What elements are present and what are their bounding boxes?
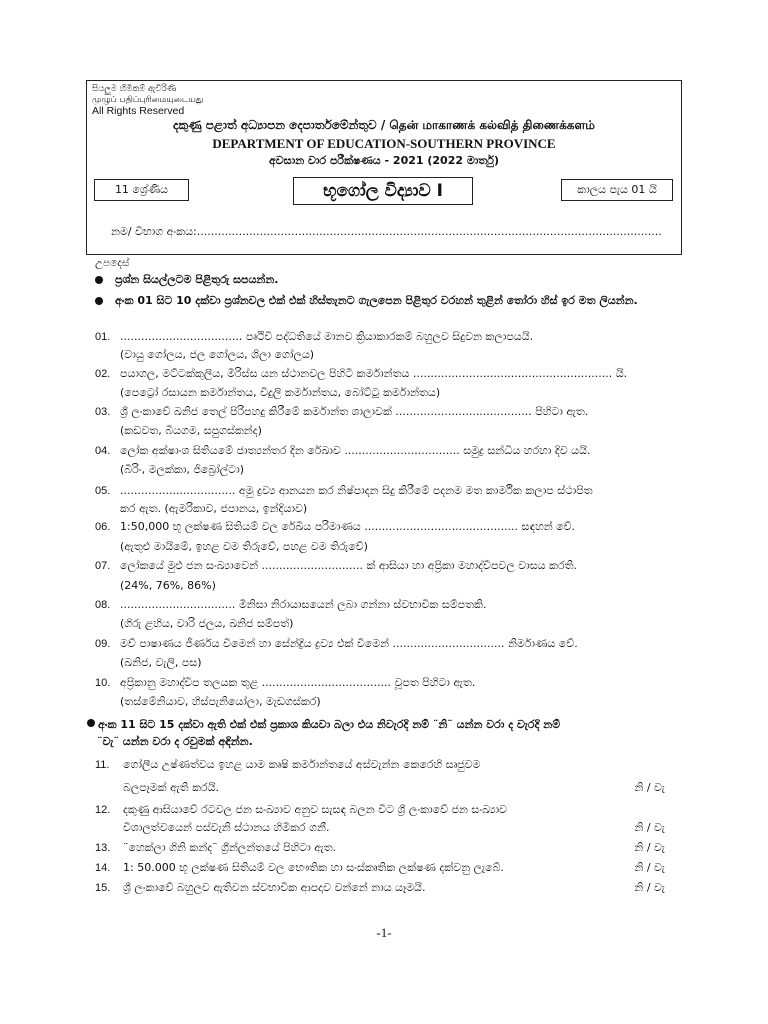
tf-item-continued xyxy=(95,781,685,795)
tf-item xyxy=(95,861,685,875)
question-text: ශ්‍රී ලංකාවේ ඛනිජ තෙල් පිරිපහදු කිරීමේ කර්මාන්ත ශාලාවක් ....................................... පිහිටා ඇත. xyxy=(120,405,589,418)
tf-title-line2: ¨වැ¨ යන්න වරා ද රවුමක් අඳින්න. xyxy=(97,735,253,748)
bullet-icon xyxy=(87,719,95,727)
time-box: කාලය පැය 01 යි xyxy=(561,179,673,201)
tf-answer-choice[interactable]: නි / වැ xyxy=(634,841,665,854)
rights-line-english: All Rights Reserved xyxy=(92,105,185,117)
tf-number: 12. xyxy=(95,804,111,816)
tf-text: විශාලත්වයෙන් පස්වැනි ස්ථානය හිමිකර ගනී. xyxy=(123,821,330,834)
instruction-text: අංක 01 සිට 10 දක්වා ප්‍රශ්නවල එක් එක් හිස්තැනට ගැලපෙන පිළිතුර වරහන් තුළින් තෝරා හිස් ඉර මත ලියන්න. xyxy=(115,294,638,307)
department-separator: / xyxy=(380,118,386,132)
department-name-sinhala: දකුණු පළාත් අධ්‍යාපන දෙපාර්තමේන්තුව xyxy=(173,118,377,132)
tf-text: දකුණු ආසියාවේ රටවල ජන සංඛ්‍යාව අනුව සැසඳ බලන විට ශ්‍රී ලංකාවේ ජන සංඛ්‍යාව xyxy=(123,803,507,816)
question-text: අප්‍රිකානු මහාද්වීප තලයක තුළ ..................................... වූපත පිහිටා ඇත. xyxy=(120,676,476,689)
name-label: නම/ විභාග අංකය: xyxy=(111,225,197,238)
department-name-local xyxy=(87,118,681,134)
question-text: පයාගල, මට්ටක්කුලිය, මිරිස්ස යන ස්ථානවල පිහිටි කර්මාන්තය ......................................................... යි. xyxy=(120,367,628,380)
question-row xyxy=(95,444,685,458)
tf-number: 15. xyxy=(95,882,111,894)
question-number: 08. xyxy=(95,599,111,611)
name-dots: ..................................................................................................................................... xyxy=(196,225,662,238)
question-options: (කඩවත, බියගම, සපුගස්කන්ද) xyxy=(120,424,262,437)
question-options: (24%, 76%, 86%) xyxy=(120,579,216,592)
instruction-text: ප්‍රශ්න සියල්ලටම පිළිතුරු සපයන්න. xyxy=(115,273,279,286)
tf-item xyxy=(95,881,685,895)
question-text: මව් පාෂාණය ජීර්ණය වීමෙන් හා සේන්ද්‍රිය ද්‍රව්‍ය එක් වීමෙන් ................................ නිර්මාණය වේ. xyxy=(120,637,578,650)
question-number: 06. xyxy=(95,521,111,533)
question-text: 1:50,000 භූ ලක්ෂණ සිතියම් වල රේඛීය පරිමාණය ............................................ සඳහන් වේ. xyxy=(120,520,576,533)
question-number: 07. xyxy=(95,560,111,572)
question-number: 10. xyxy=(95,677,111,689)
department-name-english: DEPARTMENT OF EDUCATION-SOUTHERN PROVINCE xyxy=(212,136,556,151)
tf-answer-choice[interactable]: නි / වැ xyxy=(634,861,665,874)
tf-number: 14. xyxy=(95,862,111,874)
tf-item xyxy=(95,758,685,772)
question-options: (ගිරු ළහිය, වාරි ජලය, ඛනිජ සම්පත්) xyxy=(120,617,294,630)
question-number: 05. xyxy=(95,485,111,497)
question-row xyxy=(95,559,685,573)
tf-answer-choice[interactable]: නි / වැ xyxy=(634,781,665,794)
tf-answer-choice[interactable]: නි / වැ xyxy=(634,881,665,894)
question-text: ලෝක අක්ෂාංශ සිතියමේ ජාත්‍යන්තර දින රේඛාව ................................. සමුද්‍ර සන්ධිය හරහා දිව යයි. xyxy=(120,444,591,457)
subject-box: භූගෝල විද්‍යාව I xyxy=(293,177,473,205)
question-options: (තස්මේනියාව, හිස්පැනියෝලා, මැඩගස්කර) xyxy=(120,695,321,708)
instructions-title: උපදෙස් xyxy=(95,257,130,269)
question-text: ................................. අමු ද්‍රව්‍ය ආනයන කර නිෂ්පාදන සිදු කිරීමේ පදනම මත කාර්මික කලාප ස්ථාපිත xyxy=(120,484,593,497)
bullet-icon xyxy=(95,297,103,305)
question-text: ලෝකයේ මුළු ජන සංඛ්‍යාවෙන් ............................. ක් ආසියා හා අප්‍රිකා මහාද්වීපවල වාසය කරති. xyxy=(120,559,578,572)
question-text: ................................. මිනිසා නිරායාසයෙන් ලබා ගන්නා ස්වභාවික සම්පතකි. xyxy=(120,598,487,611)
question-options: (පෙට්‍රෝ රසායන කර්මාන්තය, විදුලි කර්මාන්තය, බෝට්ටු කර්මාන්තය) xyxy=(120,386,441,399)
tf-item xyxy=(95,841,685,855)
question-row xyxy=(95,520,685,534)
grade-box: 11 ශ්‍රේණිය xyxy=(94,179,189,201)
question-number: 03. xyxy=(95,406,111,418)
header-box xyxy=(86,80,682,255)
tf-text: ¨හෙක්ලා ගිනි කන්ද¨ ග්‍රීන්ලන්තයේ පිහිටා ඇත. xyxy=(123,841,337,854)
instruction-item xyxy=(95,272,685,288)
exam-title: අවසාන වාර පරීක්ෂණය - 2021 (2022 මාර්තු) xyxy=(269,154,499,167)
question-options: (ඛනිජ, වැලි, පස) xyxy=(120,656,202,669)
tf-text: බලපෑමක් ඇති කරයි. xyxy=(123,781,220,794)
question-row xyxy=(95,676,685,690)
tf-number: 13. xyxy=(95,842,111,854)
question-options: (බීරිං, මලක්කා, ජිබ්‍රෝල්ටා) xyxy=(120,463,244,476)
question-row xyxy=(95,405,685,419)
question-options: (ඇතුළු මායිමේ, ඉහළ වම තිරුවේ, පහළ වම තිරුවේ) xyxy=(120,540,368,553)
tf-text: 1: 50.000 භූ ලක්ෂණ සිතියම් වල භෞතික හා සංස්කෘතික ලක්ෂණ දක්වනු ලැබේ. xyxy=(123,861,504,874)
tf-number: 11. xyxy=(95,759,110,771)
bullet-icon xyxy=(95,276,103,284)
question-number: 01. xyxy=(95,331,111,343)
question-row xyxy=(95,484,685,498)
tf-text: ශ්‍රී ලංකාවේ බහුලව ඇතිවන ස්වභාවික ආපදාව වන්නේ නාය යෑමයි. xyxy=(123,881,426,894)
page-number: -1- xyxy=(376,925,392,940)
true-false-instructions xyxy=(87,716,687,750)
rights-line-sinhala: සියලුම හිමිකම් ඇවිරිණි xyxy=(92,84,177,94)
question-number: 04. xyxy=(95,445,111,457)
rights-line-tamil: முழுப் பதிப்புரிமையுடையது xyxy=(92,95,204,105)
question-options: (වායු ගෝලය, ජල ගෝලය, ශිලා ගෝලය) xyxy=(120,348,315,361)
rights-notice xyxy=(92,84,203,117)
question-number: 02. xyxy=(95,368,111,380)
question-row xyxy=(95,598,685,612)
tf-item-continued xyxy=(95,821,685,835)
question-text: ................................... පෘථිවි පද්ධතියේ මානව ක්‍රියාකාරකම් බහුලව සිදුවන කලාපයයි. xyxy=(120,330,534,343)
question-text-continued: කර ඇත. (ඇමරිකාව, ජපානය, ඉන්දියාව) xyxy=(120,502,308,515)
question-row xyxy=(95,367,685,381)
department-name-tamil: தென் மாகாணக் கல்வித் திணைக்களம் xyxy=(389,118,595,132)
instruction-item xyxy=(95,293,685,309)
name-field xyxy=(111,225,662,239)
question-row xyxy=(95,330,685,344)
question-number: 09. xyxy=(95,638,111,650)
tf-item xyxy=(95,803,685,817)
question-row xyxy=(95,637,685,651)
tf-text: ගෝලීය උෂ්ණත්වය ඉහළ යාම කෘෂි කර්මාන්තයේ අස්වැන්න කෙරෙහි සෘජුවම xyxy=(123,758,481,771)
tf-title-line1: අංක 11 සිට 15 දක්වා ඇති එක් එක් ප්‍රකාශ කියවා බලා එය නිවැරදි නම් ¨නි¨ යන්න වරා ද වැරදි නම් xyxy=(98,718,561,731)
tf-answer-choice[interactable]: නි / වැ xyxy=(634,821,665,834)
